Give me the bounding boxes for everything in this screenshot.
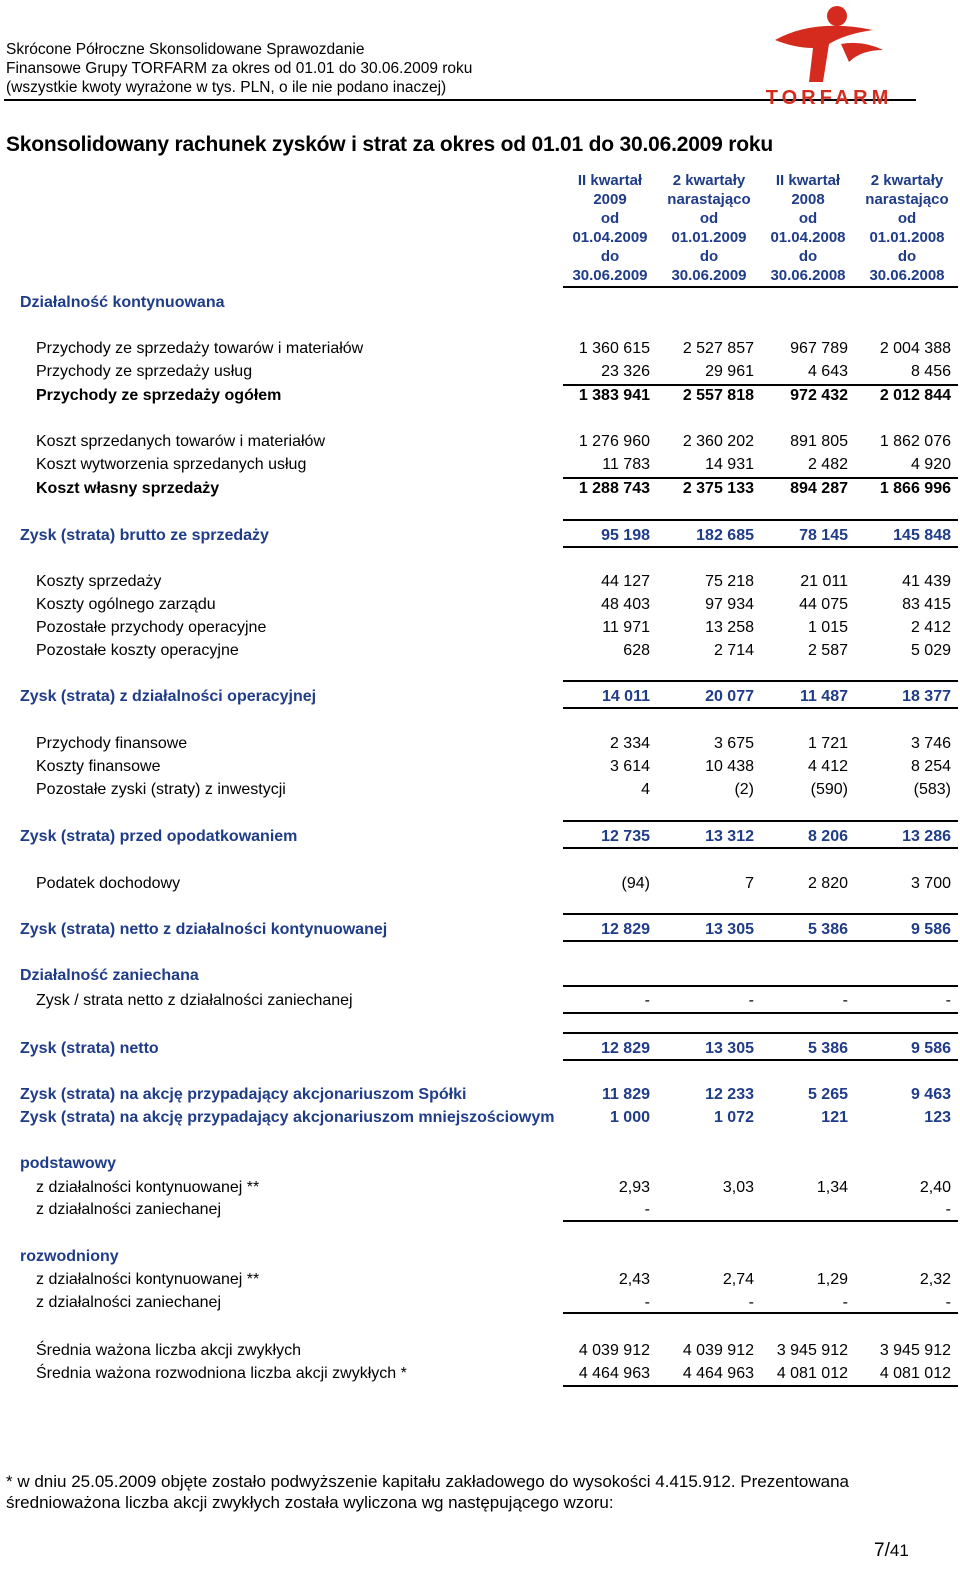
- row-rule: [563, 707, 958, 709]
- row-value-col-4: 13 286: [902, 828, 951, 845]
- column-header-rule: [563, 286, 958, 288]
- section-discontinued-operations: Działalność zaniechana: [20, 967, 199, 984]
- row-label: z działalności zaniechanej: [36, 1294, 221, 1311]
- row-value-col-1: 4 039 912: [578, 1342, 650, 1359]
- row-other-op-costs: [0, 642, 960, 664]
- row-label: Średnia ważona rozwodniona liczba akcji zwykłych *: [36, 1365, 407, 1382]
- row-revenue-goods: [0, 340, 960, 362]
- row-rule: [563, 820, 958, 822]
- row-value-col-2: -: [748, 992, 754, 1009]
- row-basic-continuing: [0, 1179, 960, 1201]
- row-finance-costs: [0, 758, 960, 780]
- row-value-col-1: 2,43: [618, 1271, 650, 1288]
- row-value-col-1: 12 735: [601, 828, 650, 845]
- row-cost-goods: [0, 433, 960, 455]
- row-value-col-4: 2,32: [919, 1271, 951, 1288]
- row-value-col-3: 44 075: [799, 596, 848, 613]
- row-label: Zysk (strata) z działalności operacyjnej: [20, 688, 317, 705]
- row-finance-income: [0, 735, 960, 757]
- column-header-q2-2008: II kwartał 2008 od 01.04.2008 do 30.06.2008: [770, 172, 846, 284]
- row-value-col-3: -: [842, 992, 848, 1009]
- row-value-col-3: 5 386: [807, 921, 848, 938]
- row-value-col-3: 2 482: [807, 456, 848, 473]
- row-rule: [563, 546, 958, 548]
- row-value-col-3: 4 081 012: [776, 1365, 848, 1382]
- row-label: Koszty ogólnego zarządu: [36, 596, 216, 613]
- row-value-col-1: 1 288 743: [578, 480, 650, 497]
- row-value-col-2: 13 312: [705, 828, 754, 845]
- row-label: Koszt wytworzenia sprzedanych usług: [36, 456, 307, 473]
- row-label: Koszty finansowe: [36, 758, 161, 775]
- page-number: 7/41: [874, 1540, 909, 1561]
- row-value-col-4: 9 463: [910, 1086, 951, 1103]
- row-value-col-3: 2 587: [807, 642, 848, 659]
- row-label: Koszt własny sprzedaży: [36, 480, 220, 497]
- row-value-col-2: 2 527 857: [682, 340, 754, 357]
- row-income-tax: [0, 875, 960, 897]
- row-weighted-shares: [0, 1342, 960, 1364]
- row-value-col-1: 3 614: [609, 758, 650, 775]
- row-value-col-1: 95 198: [601, 527, 650, 544]
- row-label: Pozostałe zyski (straty) z inwestycji: [36, 781, 286, 798]
- row-rule: [563, 1385, 958, 1387]
- row-label: Przychody finansowe: [36, 735, 188, 752]
- row-value-col-1: 2,93: [618, 1179, 650, 1196]
- row-label: Pozostałe koszty operacyjne: [36, 642, 239, 659]
- row-other-op-income: [0, 619, 960, 641]
- column-header-h1-2008: 2 kwartały narastająco od 01.01.2008 do 30.06.2008: [865, 172, 949, 284]
- row-rule: [563, 985, 958, 987]
- torfarm-logo: [745, 0, 917, 110]
- row-cost-services: [0, 456, 960, 478]
- row-value-col-1: 12 829: [601, 921, 650, 938]
- row-value-col-3: 894 287: [790, 480, 848, 497]
- row-value-col-3: 11 487: [799, 688, 848, 705]
- row-value-col-4: 5 029: [910, 642, 951, 659]
- row-value-col-3: 967 789: [790, 340, 848, 357]
- column-header-h1-2009: 2 kwartały narastająco od 01.01.2009 do 30.06.2009: [667, 172, 751, 284]
- row-value-col-4: 4 081 012: [879, 1365, 951, 1382]
- row-value-col-4: 145 848: [893, 527, 951, 544]
- row-value-col-3: 21 011: [800, 573, 848, 590]
- row-value-col-1: 11 971: [602, 619, 650, 636]
- row-value-col-2: 20 077: [705, 688, 754, 705]
- row-label: Przychody ze sprzedaży towarów i materiałów: [36, 340, 364, 357]
- row-rule: [563, 1220, 958, 1222]
- header-line-2: Finansowe Grupy TORFARM za okres od 01.01 do 30.06.2009 roku: [6, 60, 473, 77]
- row-value-col-1: 1 360 615: [578, 340, 650, 357]
- row-value-col-2: 13 258: [705, 619, 754, 636]
- row-value-col-1: 44 127: [601, 573, 650, 590]
- row-rule: [563, 940, 958, 942]
- row-value-col-1: 11 829: [601, 1086, 650, 1103]
- row-value-col-4: 41 439: [902, 573, 951, 590]
- row-value-col-4: 2 412: [910, 619, 951, 636]
- row-value-col-1: (94): [621, 875, 650, 892]
- row-revenue-services: [0, 363, 960, 385]
- row-value-col-3: 8 206: [807, 828, 848, 845]
- row-label: Zysk (strata) na akcję przypadający akcjonariuszom mniejszościowym: [20, 1109, 555, 1126]
- row-profit-shareholders: [0, 1086, 960, 1108]
- page-total: 41: [889, 1541, 909, 1560]
- row-label: Podatek dochodowy: [36, 875, 181, 892]
- row-value-col-4: -: [945, 1201, 951, 1218]
- row-rule: [563, 1012, 958, 1014]
- row-value-col-4: (583): [913, 781, 951, 798]
- row-rule: [563, 384, 958, 386]
- row-value-col-3: 5 386: [807, 1040, 848, 1057]
- row-selling-costs: [0, 573, 960, 595]
- row-label: Zysk (strata) netto z działalności kontynuowanej: [20, 921, 388, 938]
- row-value-col-1: 628: [623, 642, 650, 659]
- row-value-col-2: -: [748, 1294, 754, 1311]
- row-value-col-2: 2 714: [713, 642, 754, 659]
- row-value-col-2: (2): [734, 781, 754, 798]
- row-value-col-4: 2,40: [919, 1179, 951, 1196]
- row-diluted-continuing: [0, 1271, 960, 1293]
- row-value-col-3: 972 432: [790, 387, 848, 404]
- row-rule: [563, 847, 958, 849]
- row-value-col-4: 3 945 912: [879, 1342, 951, 1359]
- row-value-col-2: 2 557 818: [682, 387, 754, 404]
- row-value-col-3: 4 412: [807, 758, 848, 775]
- row-value-col-2: 97 934: [705, 596, 754, 613]
- row-value-col-2: 12 233: [705, 1086, 754, 1103]
- row-value-col-4: 9 586: [910, 1040, 951, 1057]
- row-value-col-4: 83 415: [902, 596, 951, 613]
- row-value-col-3: 5 265: [807, 1086, 848, 1103]
- row-value-col-4: 4 920: [910, 456, 951, 473]
- row-value-col-1: 1 000: [609, 1109, 650, 1126]
- row-value-col-4: -: [945, 1294, 951, 1311]
- row-value-col-3: 78 145: [799, 527, 848, 544]
- row-value-col-4: 8 456: [910, 363, 951, 380]
- row-value-col-3: 3 945 912: [776, 1342, 848, 1359]
- row-value-col-2: 3,03: [722, 1179, 754, 1196]
- row-value-col-2: 182 685: [696, 527, 754, 544]
- footnote: * w dniu 25.05.2009 objęte zostało podwyższenie kapitału zakładowego do wysokości 4.415.912. Prezentowana średnioważona liczba akcji zwykłych została wyliczona wg następującego wzoru:: [6, 1472, 849, 1512]
- row-rule: [563, 477, 958, 479]
- row-value-col-4: 8 254: [910, 758, 951, 775]
- row-label: Zysk (strata) przed opodatkowaniem: [20, 828, 298, 845]
- row-admin-costs: [0, 596, 960, 618]
- row-value-col-4: 18 377: [902, 688, 951, 705]
- row-label: Przychody ze sprzedaży usług: [36, 363, 253, 380]
- header-line-3: (wszystkie kwoty wyrażone w tys. PLN, o ile nie podano inaczej): [6, 79, 447, 96]
- row-label: z działalności kontynuowanej **: [36, 1271, 260, 1288]
- row-weighted-diluted-shares: [0, 1365, 960, 1387]
- row-value-col-1: 48 403: [601, 596, 650, 613]
- row-value-col-2: 13 305: [705, 921, 754, 938]
- row-value-col-4: 3 746: [910, 735, 951, 752]
- row-value-col-3: 1 015: [807, 619, 848, 636]
- row-label: Zysk (strata) brutto ze sprzedaży: [20, 527, 269, 544]
- row-label: Przychody ze sprzedaży ogółem: [36, 387, 282, 404]
- row-value-col-1: 2 334: [609, 735, 650, 752]
- row-profit-minority: [0, 1109, 960, 1131]
- row-label: Średnia ważona liczba akcji zwykłych: [36, 1342, 301, 1359]
- row-value-col-1: -: [644, 992, 650, 1009]
- row-value-col-4: 1 866 996: [879, 480, 951, 497]
- row-value-col-3: 1 721: [807, 735, 848, 752]
- header-line-1: Skrócone Półroczne Skonsolidowane Sprawozdanie: [6, 41, 365, 58]
- row-value-col-4: 1 862 076: [879, 433, 951, 450]
- row-rule: [563, 1312, 958, 1314]
- row-value-col-2: 3 675: [713, 735, 754, 752]
- row-rule: [563, 680, 958, 682]
- row-value-col-3: 891 805: [790, 433, 848, 450]
- row-value-col-4: -: [945, 992, 951, 1009]
- section-basic: podstawowy: [20, 1155, 117, 1172]
- row-rule: [563, 519, 958, 521]
- row-value-col-3: -: [842, 1294, 848, 1311]
- row-net-profit-discontinued: [0, 992, 960, 1014]
- row-value-col-2: 2,74: [722, 1271, 754, 1288]
- row-label: Koszt sprzedanych towarów i materiałów: [36, 433, 326, 450]
- row-value-col-1: 4 464 963: [578, 1365, 650, 1382]
- row-label: Zysk / strata netto z działalności zaniechanej: [36, 992, 353, 1009]
- row-label: Zysk (strata) na akcję przypadający akcjonariuszom Spółki: [20, 1086, 467, 1103]
- row-value-col-2: 7: [745, 875, 754, 892]
- row-value-col-1: 12 829: [601, 1040, 650, 1057]
- row-value-col-1: 11 783: [602, 456, 650, 473]
- row-value-col-1: 23 326: [601, 363, 650, 380]
- row-value-col-3: 4 643: [807, 363, 848, 380]
- row-value-col-2: 2 360 202: [682, 433, 754, 450]
- row-label: z działalności kontynuowanej **: [36, 1179, 260, 1196]
- page-current: 7: [874, 1540, 885, 1561]
- row-value-col-3: 121: [821, 1109, 848, 1126]
- section-diluted: rozwodniony: [20, 1248, 119, 1265]
- row-value-col-1: 1 276 960: [578, 433, 650, 450]
- row-label: Pozostałe przychody operacyjne: [36, 619, 267, 636]
- row-cost-total: [0, 480, 960, 502]
- row-value-col-2: 13 305: [705, 1040, 754, 1057]
- row-value-col-1: 1 383 941: [578, 387, 650, 404]
- document-header: [6, 40, 472, 97]
- row-value-col-2: 10 438: [705, 758, 754, 775]
- column-header-q2-2009: II kwartał 2009 od 01.04.2009 do 30.06.2009: [572, 172, 648, 284]
- section-continuing-operations: Działalność kontynuowana: [20, 294, 225, 311]
- row-value-col-1: 14 011: [601, 688, 650, 705]
- row-value-col-2: 14 931: [705, 456, 754, 473]
- row-rule: [563, 1059, 958, 1061]
- row-rule: [563, 1032, 958, 1034]
- row-label: Zysk (strata) netto: [20, 1040, 159, 1057]
- row-value-col-4: 9 586: [910, 921, 951, 938]
- row-value-col-2: 2 375 133: [682, 480, 754, 497]
- row-investment-gains: [0, 781, 960, 803]
- row-value-col-3: 2 820: [807, 875, 848, 892]
- row-value-col-4: 3 700: [910, 875, 951, 892]
- svg-text:TORFARM: TORFARM: [765, 87, 893, 109]
- row-value-col-3: (590): [810, 781, 848, 798]
- row-value-col-2: 1 072: [713, 1109, 754, 1126]
- row-value-col-1: -: [644, 1294, 650, 1311]
- row-value-col-1: 4: [641, 781, 650, 798]
- row-value-col-4: 123: [924, 1109, 951, 1126]
- row-value-col-2: 75 218: [705, 573, 754, 590]
- row-value-col-2: 29 961: [705, 363, 754, 380]
- row-value-col-1: -: [644, 1201, 650, 1218]
- row-label: z działalności zaniechanej: [36, 1201, 221, 1218]
- row-value-col-4: 2 012 844: [879, 387, 951, 404]
- row-value-col-3: 1,29: [816, 1271, 848, 1288]
- statement-title: Skonsolidowany rachunek zysków i strat za okres od 01.01 do 30.06.2009 roku: [6, 133, 773, 156]
- row-value-col-3: 1,34: [816, 1179, 848, 1196]
- row-revenue-total: [0, 387, 960, 409]
- row-value-col-2: 4 039 912: [682, 1342, 754, 1359]
- row-rule: [563, 913, 958, 915]
- row-label: Koszty sprzedaży: [36, 573, 162, 590]
- row-value-col-2: 4 464 963: [682, 1365, 754, 1382]
- torfarm-logo-mark-icon: [745, 0, 917, 110]
- row-value-col-4: 2 004 388: [879, 340, 951, 357]
